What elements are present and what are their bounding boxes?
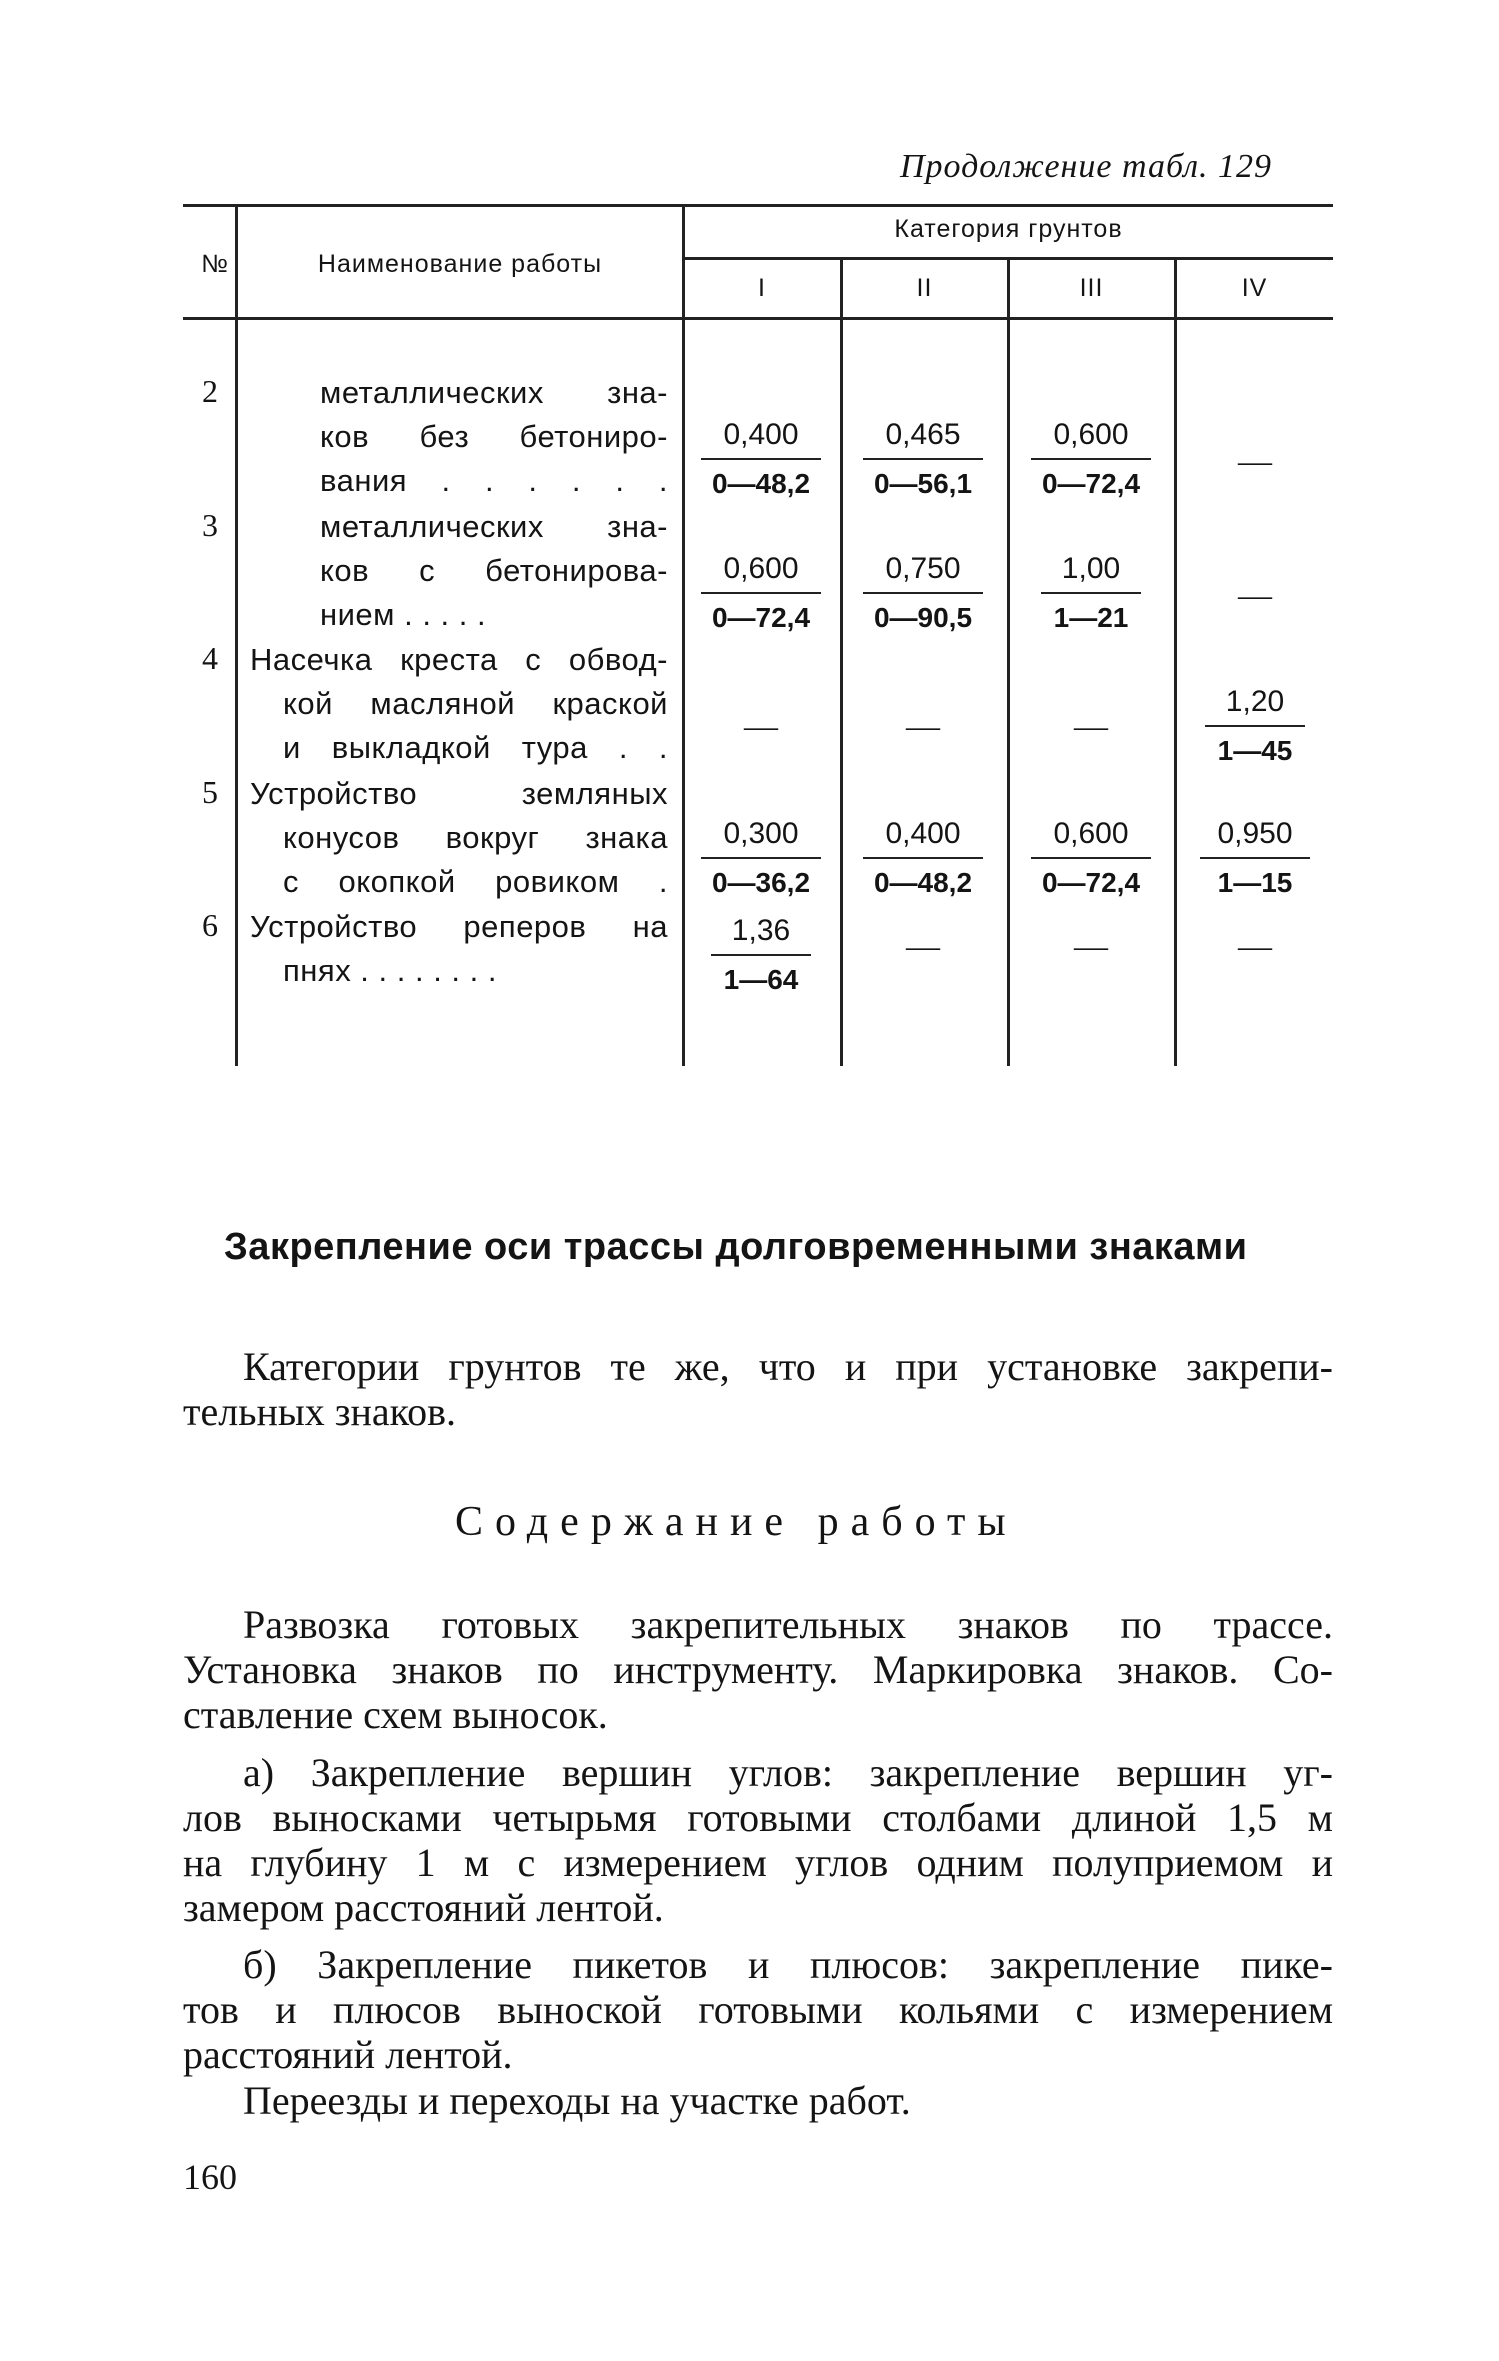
norm-value: 0,600 0—72,4 [690,550,832,636]
col-divider-cat3 [1174,259,1177,1066]
empty-value-dash: — [1074,708,1108,745]
row-number: 2 [202,373,218,409]
header-category-2: II [916,274,933,302]
work-description: Устройство реперов на пнях . . . . . . . . [250,909,668,988]
header-category-4: IV [1241,274,1268,302]
col-divider-number [235,204,238,1066]
intro-paragraph: Категории грунтов те же, что и при установке закрепи- тельных знаков. [183,1344,1333,1434]
paragraph: Переезды и переходы на участке работ. [243,2078,911,2123]
paragraph: б) Закрепление пикетов и плюсов: закрепление пике- тов и плюсов выноской готовыми кольями с измерением расстояний лентой. [183,1942,1333,2077]
section-title: Закрепление оси трассы долговременными знаками [224,1226,1248,1268]
norm-value: 0,300 0—36,2 [690,815,832,901]
empty-value-dash: — [906,928,940,965]
work-description: Насечка креста с обвод- кой масляной краской и выкладкой тура . . [250,642,668,765]
work-description: металлических зна- ков без бетониро- вания . . . . . . [320,375,668,498]
norm-value: 0,600 0—72,4 [1020,815,1162,901]
header-work-name: Наименование работы [317,250,603,278]
empty-value-dash: — [906,708,940,745]
norm-value: 1,00 1—21 [1020,550,1162,636]
header-category-1: I [758,274,766,302]
col-divider-cat1 [840,259,843,1066]
row-number: 6 [202,907,218,943]
empty-value-dash: — [1238,928,1272,965]
norm-value: 0,600 0—72,4 [1020,416,1162,502]
col-divider-work [682,204,685,1066]
table-continuation-caption: Продолжение табл. 129 [900,148,1273,185]
norm-value: 1,20 1—45 [1190,683,1320,769]
header-category-3: III [1079,274,1104,302]
empty-value-dash: — [1238,443,1272,480]
row-number: 5 [202,774,218,810]
empty-value-dash: — [1074,928,1108,965]
norm-value: 1,36 1—64 [700,912,822,998]
norm-value: 0,750 0—90,5 [852,550,994,636]
norm-value: 0,465 0—56,1 [852,416,994,502]
header-soil-category: Категория грунтов [894,215,1123,243]
empty-value-dash: — [1238,577,1272,614]
empty-value-dash: — [744,708,778,745]
norm-value: 0,950 1—15 [1190,815,1320,901]
table-top-rule [183,204,1333,207]
col-divider-cat2 [1007,259,1010,1066]
norm-value: 0,400 0—48,2 [690,416,832,502]
paragraph: а) Закрепление вершин углов: закрепление вершин уг- лов выносками четырьмя готовыми столбами длиной 1,5 м на глубину 1 м с измерением углов одним полуприемом и замером расстояний лентой. [183,1750,1333,1930]
row-number: 4 [202,640,218,676]
work-description: Устройство земляных конусов вокруг знака с окопкой ровиком . [250,776,668,899]
norm-value: 0,400 0—48,2 [852,815,994,901]
paragraph: Развозка готовых закрепительных знаков по трассе. Установка знаков по инструменту. Маркировка знаков. Со- ставление схем выносок. [183,1602,1333,1737]
header-number: № [201,250,229,278]
table-header-bottom-rule [183,317,1333,320]
row-number: 3 [202,507,218,543]
subsection-title: Содержание работы [455,1499,1018,1545]
work-description: металлических зна- ков с бетонирова- нием . . . . . [320,509,668,632]
page-number: 160 [183,2157,237,2197]
